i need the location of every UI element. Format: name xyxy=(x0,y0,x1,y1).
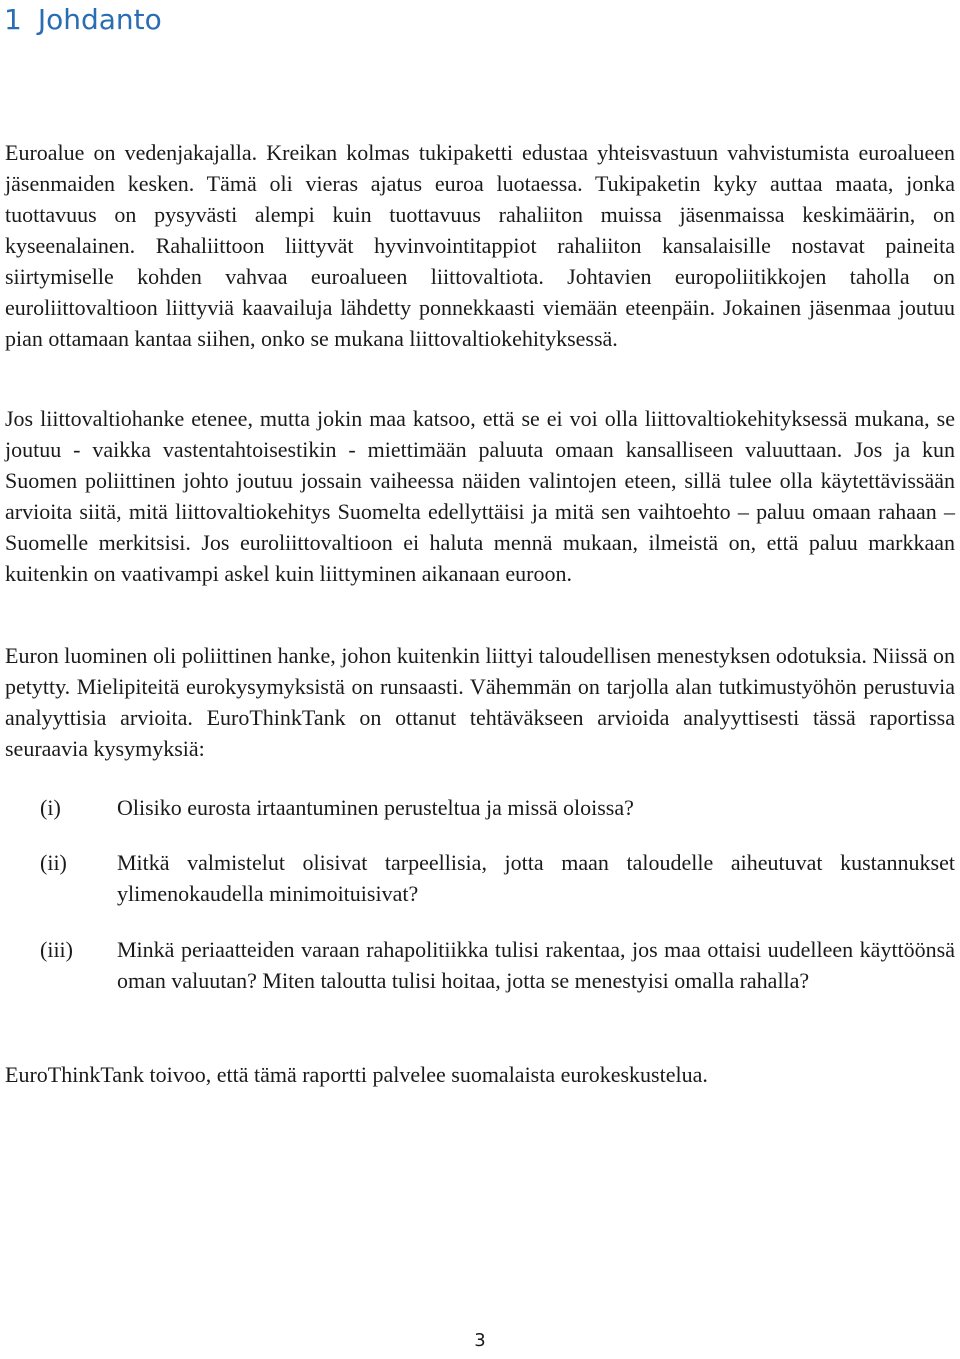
question-marker: (i) xyxy=(40,795,61,820)
paragraph-federation: Jos liittovaltiohanke etenee, mutta jokin maa katsoo, että se ei voi olla liittovaltiokehityksessä mukana, se joutuu - vaikka vastentahtoisestikin - miettimään paluuta omaan kansalliseen valuuttaan. Jos ja kun Suomen poliittinen johto joutuu jossain vaiheessa näiden valintojen eteen, sillä tulee olla käytettävissään arvioita siitä, mitä liittovaltiokehitys Suomelta edellyttäisi ja mitä sen vaihtoehto – paluu omaan rahaan – Suomelle merkitsisi. Jos euroliittovaltioon ei haluta mennä mukaan, ilmeistä on, että paluu markkaan kuitenkin on vaativampi askel kuin liittyminen aikanaan euroon. xyxy=(5,406,955,586)
question-text: Mitkä valmistelut olisivat tarpeellisia, jotta maan taloudelle aiheutuvat kustannukset ylimenokaudella minimoituisivat? xyxy=(117,850,955,906)
question-marker: (iii) xyxy=(40,937,73,962)
question-text: Minkä periaatteiden varaan rahapolitiikka tulisi rakentaa, jos maa ottaisi uudelleen käyttöönsä oman valuutan? Miten taloutta tulisi hoitaa, jotta se menestyisi omalla rahalla? xyxy=(117,937,955,993)
paragraph-intro: Euroalue on vedenjakajalla. Kreikan kolmas tukipaketti edustaa yhteisvastuun vahvistumista euroalueen jäsenmaiden kesken. Tämä oli vieras ajatus euroa luotaessa. Tukipaketin kyky auttaa maata, jonka tuottavuus on pysyvästi alempi kuin tuottavuus rahaliiton muissa jäsenmaissa keskimäärin, on kyseenalainen. Rahaliittoon liittyvät hyvinvointitappiot rahaliiton kansalaisille nostavat paineita siirtymiselle kohden vahvaa euroalueen liittovaltiota. Johtavien europoliitikkojen taholla on euroliittovaltioon liittyviä kaavailuja lähdetty ponnekkaasti viemään eteenpäin. Jokainen jäsenmaa joutuu pian ottamaan kantaa siihen, onko se mukana liittovaltiokehityksessä. xyxy=(5,140,955,351)
section-title: Johdanto xyxy=(37,3,162,36)
paragraph-questions-intro: Euron luominen oli poliittinen hanke, johon kuitenkin liittyi taloudellisen menestyksen odotuksia. Niissä on petytty. Mielipiteitä eurokysymyksistä on runsaasti. Vähemmän on tarjolla alan tutkimustyöhön perustuvia analyyttisia arvioita. EuroThinkTank on ottanut tehtäväkseen arvioida analyyttisesti tässä raportissa seuraavia kysymyksiä: xyxy=(5,643,955,761)
page-number: 3 xyxy=(474,1330,486,1351)
section-heading xyxy=(4,0,162,40)
question-marker: (ii) xyxy=(40,850,67,875)
section-number: 1 xyxy=(4,3,22,36)
question-text: Olisiko eurosta irtaantuminen perusteltua ja missä oloissa? xyxy=(117,795,634,820)
closing-paragraph: EuroThinkTank toivoo, että tämä raportti palvelee suomalaista eurokeskustelua. xyxy=(5,1062,708,1087)
